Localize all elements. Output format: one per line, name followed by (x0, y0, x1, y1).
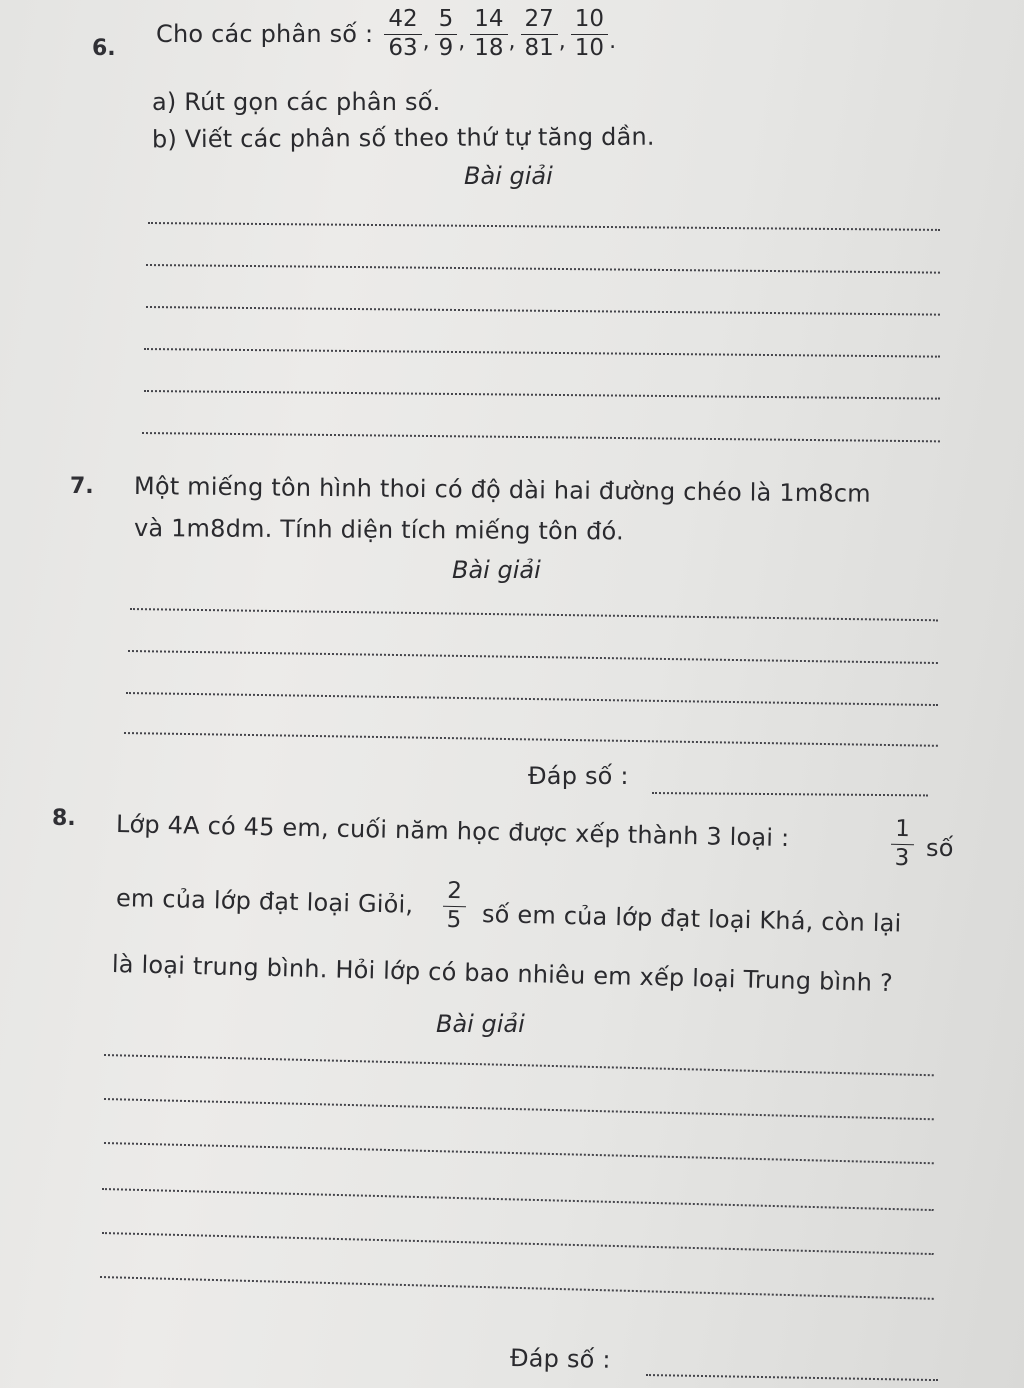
q6-fraction-2: $\frac{5}{9}$ (437, 8, 456, 60)
q8-fraction-two-fifths: 2 5 (444, 880, 464, 932)
q6-intro: Cho các phân số : (156, 20, 374, 48)
q8-final-answer-line[interactable] (646, 1374, 938, 1381)
q6-answer-line-4[interactable] (144, 348, 940, 358)
q6-fraction-1: $\frac{42}{63}$ (386, 8, 419, 60)
q6-fraction-4: $\frac{27}{81}$ (523, 8, 556, 60)
q6-fraction-3: $\frac{14}{18}$ (472, 8, 505, 60)
q8-number: 8. (52, 806, 76, 831)
q6-fraction-5: $\frac{10}{10}$ (573, 8, 606, 60)
q6-answer-line-6[interactable] (142, 432, 940, 442)
q6-part-b: b) Viết các phân số theo thứ tự tăng dần. (151, 122, 655, 154)
q7-answer-label: Đáp số : (528, 762, 629, 790)
q7-answer-line-1[interactable] (130, 608, 938, 621)
q7-number: 7. (70, 474, 94, 499)
q6-answer-line-2[interactable] (146, 264, 940, 274)
q8-answer-label: Đáp số : (509, 1344, 611, 1374)
q6-answer-line-5[interactable] (144, 390, 940, 400)
q7-line-1: Một miếng tôn hình thoi có độ dài hai đường chéo là 1m8cm (133, 472, 871, 508)
q7-answer-line-4[interactable] (124, 732, 938, 747)
q8-fraction-one-third: 1 3 (892, 818, 912, 870)
q8-solution-heading: Bài giải (436, 1010, 525, 1038)
q6-part-a: a) Rút gọn các phân số. (152, 88, 441, 116)
q7-answer-line-3[interactable] (126, 692, 938, 706)
q6-answer-line-1[interactable] (148, 222, 940, 231)
q8-answer-line-6[interactable] (100, 1276, 934, 1300)
q8-line-1-end: số (926, 834, 954, 862)
q8-line-2-end: số em của lớp đạt loại Khá, còn lại (481, 900, 902, 938)
q8-line-2-start: em của lớp đạt loại Giỏi, (115, 884, 414, 919)
q8-line-3: là loại trung bình. Hỏi lớp có bao nhiêu em xếp loại Trung bình ? (111, 950, 894, 998)
q7-solution-heading: Bài giải (452, 556, 541, 584)
q8-answer-line-5[interactable] (102, 1232, 934, 1255)
q8-answer-line-2[interactable] (104, 1098, 934, 1120)
q8-answer-line-1[interactable] (104, 1054, 934, 1076)
q6-solution-heading: Bài giải (464, 162, 553, 190)
q8-line-1: Lớp 4A có 45 em, cuối năm học được xếp thành 3 loại : (115, 810, 790, 853)
q7-answer-line-2[interactable] (128, 650, 938, 664)
q6-answer-line-3[interactable] (146, 306, 940, 316)
q6-number: 6. (92, 36, 116, 61)
q8-answer-line-4[interactable] (102, 1188, 934, 1211)
q8-answer-line-3[interactable] (104, 1142, 934, 1164)
q6-statement: Cho các phân số : $\frac{42}{63}$ , $\frac{5}{9}$ , $\frac{14}{18}$ , $\frac{27}{81}$ , $\frac{10}{10}$ . (156, 6, 617, 61)
q7-final-answer-line[interactable] (652, 792, 928, 796)
q7-line-2: và 1m8dm. Tính diện tích miếng tôn đó. (133, 514, 624, 546)
